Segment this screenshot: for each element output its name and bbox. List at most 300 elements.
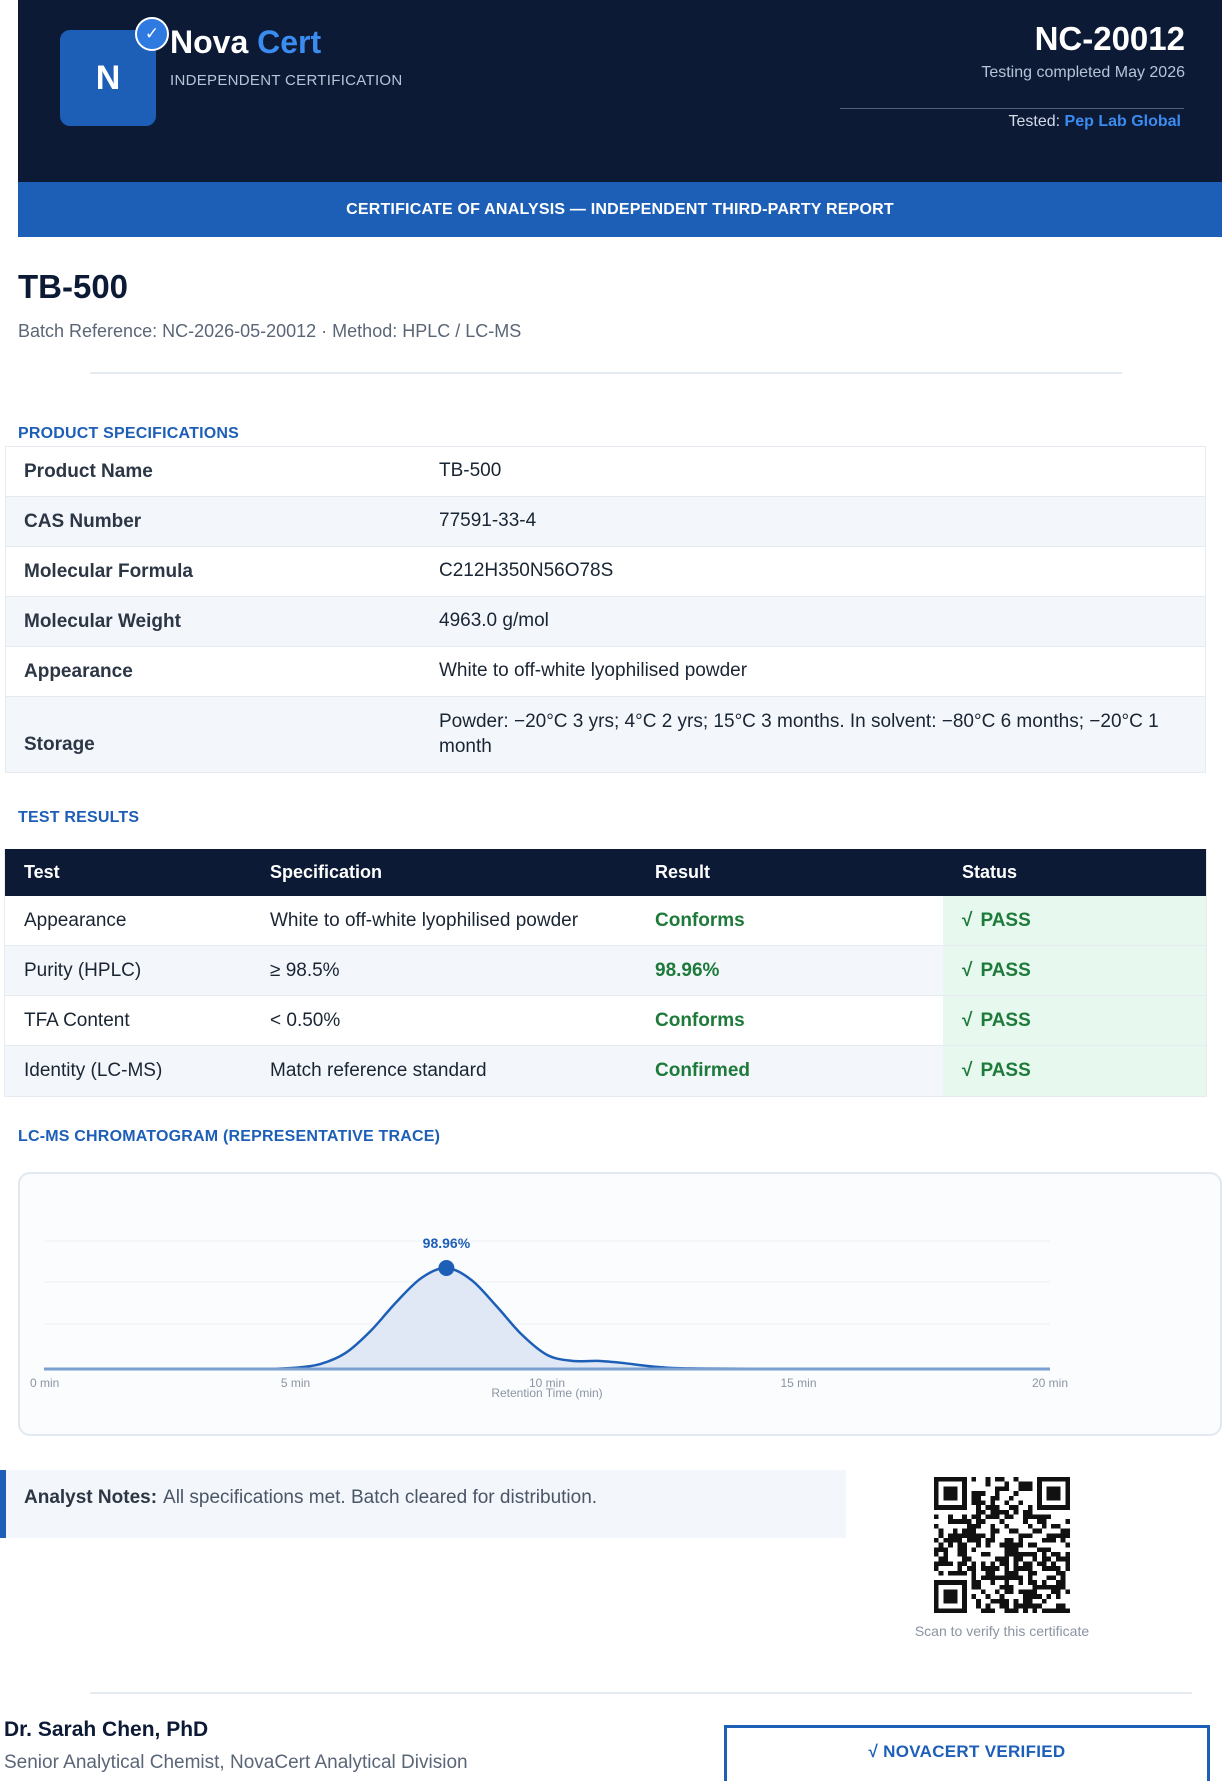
qr-module xyxy=(1014,1608,1019,1613)
qr-module xyxy=(1000,1519,1005,1524)
qr-module xyxy=(939,1529,944,1534)
test-spec: < 0.50% xyxy=(270,1009,341,1031)
spec-value: Powder: −20°C 3 yrs; 4°C 2 yrs; 15°C 3 months. In solvent: −80°C 6 months; −20°C 1 month xyxy=(439,710,1159,757)
x-tick-label: 15 min xyxy=(780,1376,817,1390)
qr-module xyxy=(1023,1590,1028,1595)
qr-module xyxy=(1018,1538,1023,1543)
spec-value: TB-500 xyxy=(439,460,502,482)
qr-module xyxy=(1065,1519,1070,1524)
qr-module xyxy=(1028,1571,1033,1576)
section-divider xyxy=(90,372,1122,374)
x-tick-label: 20 min xyxy=(1031,1376,1068,1390)
chromatogram-heading: LC-MS CHROMATOGRAM (REPRESENTATIVE TRACE) xyxy=(18,1128,441,1145)
qr-module xyxy=(934,1547,939,1552)
qr-module xyxy=(1028,1590,1033,1595)
qr-module xyxy=(976,1496,981,1501)
qr-module xyxy=(1042,1580,1047,1585)
qr-module xyxy=(1051,1585,1056,1590)
qr-module xyxy=(990,1529,995,1534)
qr-module xyxy=(986,1482,991,1487)
qr-module xyxy=(1047,1585,1052,1590)
spec-value: 77591-33-4 xyxy=(439,510,537,532)
qr-module xyxy=(1042,1547,1047,1552)
qr-module xyxy=(1018,1552,1023,1557)
qr-module xyxy=(1018,1590,1023,1595)
qr-module xyxy=(972,1524,977,1529)
qr-module xyxy=(1009,1552,1014,1557)
qr-module xyxy=(1000,1604,1005,1609)
test-name: Identity (LC-MS) xyxy=(24,1060,163,1081)
qr-module xyxy=(957,1543,962,1548)
qr-module xyxy=(934,1524,939,1529)
qr-module xyxy=(953,1519,958,1524)
spec-row xyxy=(6,497,1205,547)
x-axis-label: Retention Time (min) xyxy=(491,1386,603,1400)
qr-module xyxy=(957,1561,962,1566)
qr-module xyxy=(1023,1594,1028,1599)
qr-module xyxy=(939,1561,944,1566)
qr-module xyxy=(1000,1594,1005,1599)
verified-badge: √ NOVACERT VERIFIED xyxy=(724,1725,1210,1781)
qr-module xyxy=(1018,1580,1023,1585)
qr-module xyxy=(981,1500,986,1505)
qr-module xyxy=(972,1491,977,1496)
qr-module xyxy=(995,1566,1000,1571)
qr-module xyxy=(1042,1552,1047,1557)
column-header: Specification xyxy=(270,862,383,882)
qr-module xyxy=(976,1510,981,1515)
qr-module xyxy=(1023,1599,1028,1604)
qr-module xyxy=(972,1561,977,1566)
qr-module xyxy=(1028,1486,1033,1491)
results-heading: TEST RESULTS xyxy=(18,809,140,826)
qr-module xyxy=(1056,1608,1061,1613)
spec-key: Appearance xyxy=(24,660,133,682)
qr-module xyxy=(1047,1515,1052,1520)
qr-module xyxy=(1004,1566,1009,1571)
qr-module xyxy=(948,1519,953,1524)
qr-module xyxy=(1042,1599,1047,1604)
qr-module xyxy=(972,1500,977,1505)
spec-key: Product Name xyxy=(24,460,153,482)
qr-module xyxy=(1028,1552,1033,1557)
notes-label: Analyst Notes: xyxy=(24,1487,158,1508)
test-name: TFA Content xyxy=(24,1009,130,1031)
qr-module xyxy=(1042,1585,1047,1590)
qr-module xyxy=(990,1510,995,1515)
qr-module xyxy=(953,1571,958,1576)
qr-module xyxy=(995,1599,1000,1604)
qr-module xyxy=(1037,1585,1042,1590)
qr-module xyxy=(1047,1486,1061,1500)
qr-module xyxy=(990,1608,995,1613)
qr-module xyxy=(1042,1566,1047,1571)
qr-module xyxy=(1047,1594,1052,1599)
qr-module xyxy=(1004,1571,1009,1576)
qr-module xyxy=(981,1590,986,1595)
qr-module xyxy=(1061,1575,1066,1580)
qr-caption: Scan to verify this certificate xyxy=(914,1623,1090,1639)
qr-module xyxy=(1023,1515,1028,1520)
qr-module xyxy=(1061,1538,1066,1543)
qr-module xyxy=(1014,1505,1019,1510)
qr-module xyxy=(1000,1599,1005,1604)
qr-module xyxy=(1032,1543,1037,1548)
qr-module xyxy=(976,1524,981,1529)
qr-module xyxy=(990,1580,995,1585)
qr-module xyxy=(990,1496,995,1501)
qr-module xyxy=(1004,1585,1009,1590)
qr-module xyxy=(957,1552,962,1557)
qr-module xyxy=(1032,1590,1037,1595)
qr-module xyxy=(1032,1571,1037,1576)
qr-module xyxy=(981,1575,986,1580)
qr-module xyxy=(1047,1566,1052,1571)
qr-module xyxy=(995,1590,1000,1595)
qr-module xyxy=(1004,1590,1009,1595)
footer-divider xyxy=(90,1692,1192,1694)
qr-module xyxy=(1023,1486,1028,1491)
qr-module xyxy=(962,1547,967,1552)
qr-module xyxy=(1023,1566,1028,1571)
x-tick-label: 10 min xyxy=(528,1376,566,1390)
qr-module xyxy=(1028,1580,1033,1585)
qr-module xyxy=(1023,1482,1028,1487)
qr-module xyxy=(1004,1561,1009,1566)
qr-module xyxy=(976,1533,981,1538)
qr-module xyxy=(1018,1566,1023,1571)
chromatogram-trace xyxy=(44,1268,1050,1369)
qr-module xyxy=(981,1552,986,1557)
qr-module xyxy=(976,1604,981,1609)
qr-module xyxy=(1065,1608,1070,1613)
qr-module xyxy=(986,1575,991,1580)
test-result: Confirmed xyxy=(655,1060,750,1081)
qr-module xyxy=(1051,1524,1056,1529)
qr-module xyxy=(967,1524,972,1529)
qr-module xyxy=(1028,1594,1033,1599)
peak-marker xyxy=(438,1260,454,1276)
qr-module xyxy=(972,1571,977,1576)
qr-module xyxy=(934,1566,939,1571)
qr-module xyxy=(1047,1608,1052,1613)
qr-module xyxy=(939,1533,944,1538)
qr-module xyxy=(934,1552,939,1557)
qr-module xyxy=(1000,1543,1005,1548)
qr-module xyxy=(1061,1529,1066,1534)
qr-module xyxy=(1014,1599,1019,1604)
qr-module xyxy=(1004,1510,1009,1515)
qr-module xyxy=(1032,1529,1037,1534)
qr-module xyxy=(934,1515,939,1520)
qr-module xyxy=(972,1594,977,1599)
qr-module xyxy=(1009,1505,1014,1510)
qr-module xyxy=(986,1505,991,1510)
peak-label: 98.96% xyxy=(422,1235,471,1251)
qr-module xyxy=(1009,1515,1014,1520)
qr-module xyxy=(1014,1571,1019,1576)
qr-module xyxy=(1037,1519,1042,1524)
qr-module xyxy=(967,1557,972,1562)
qr-module xyxy=(1018,1500,1023,1505)
qr-module xyxy=(990,1500,995,1505)
column-header: Result xyxy=(655,862,711,882)
qr-module xyxy=(1037,1561,1042,1566)
qr-module xyxy=(1004,1575,1009,1580)
qr-module xyxy=(995,1575,1000,1580)
qr-module xyxy=(976,1491,981,1496)
qr-module xyxy=(1018,1482,1023,1487)
qr-module xyxy=(995,1505,1000,1510)
qr-module xyxy=(976,1505,981,1510)
qr-module xyxy=(948,1515,953,1520)
qr-module xyxy=(1042,1524,1047,1529)
table-row xyxy=(5,896,1206,946)
check-icon: √ xyxy=(962,909,973,931)
qr-module xyxy=(972,1585,977,1590)
qr-module xyxy=(1028,1575,1033,1580)
qr-module xyxy=(962,1543,967,1548)
qr-module xyxy=(1037,1547,1042,1552)
qr-module xyxy=(957,1547,962,1552)
qr-module xyxy=(976,1500,981,1505)
qr-module xyxy=(972,1515,977,1520)
qr-module xyxy=(995,1486,1000,1491)
qr-module xyxy=(1018,1543,1023,1548)
qr-module xyxy=(1056,1524,1061,1529)
qr-module xyxy=(1037,1604,1042,1609)
notes-text: All specifications met. Batch cleared for distribution. xyxy=(163,1487,598,1508)
spec-row xyxy=(6,447,1205,497)
analyst-name: Dr. Sarah Chen, PhD xyxy=(4,1718,209,1741)
qr-module xyxy=(995,1557,1000,1562)
qr-module xyxy=(1009,1608,1014,1613)
qr-module xyxy=(1014,1547,1019,1552)
qr-module xyxy=(1056,1557,1061,1562)
logo-letter: N xyxy=(95,58,121,97)
qr-module xyxy=(948,1538,953,1543)
qr-module xyxy=(990,1538,995,1543)
spec-value: 4963.0 g/mol xyxy=(439,610,549,632)
qr-module xyxy=(1004,1557,1009,1562)
qr-module xyxy=(986,1594,991,1599)
qr-module xyxy=(1047,1533,1052,1538)
qr-module xyxy=(1004,1552,1009,1557)
qr-module xyxy=(1032,1557,1037,1562)
specs-table xyxy=(5,446,1206,773)
qr-module xyxy=(1065,1561,1070,1566)
qr-module xyxy=(1065,1557,1070,1562)
qr-module xyxy=(1014,1561,1019,1566)
qr-module xyxy=(1000,1477,1005,1482)
header-divider xyxy=(840,108,1184,109)
qr-module xyxy=(981,1491,986,1496)
qr-module xyxy=(1004,1608,1009,1613)
qr-module xyxy=(957,1533,962,1538)
analyst-notes xyxy=(0,1470,846,1538)
qr-module xyxy=(1028,1533,1033,1538)
results-header-row xyxy=(5,849,1206,896)
spec-row xyxy=(6,597,1205,647)
test-result: Conforms xyxy=(655,1009,745,1031)
qr-module xyxy=(1028,1510,1033,1515)
qr-module xyxy=(1000,1510,1005,1515)
qr-module xyxy=(1051,1575,1056,1580)
qr-module xyxy=(943,1486,957,1500)
qr-module xyxy=(1018,1533,1023,1538)
qr-module xyxy=(1014,1557,1019,1562)
qr-module xyxy=(1000,1486,1005,1491)
qr-module xyxy=(1032,1580,1037,1585)
check-icon: √ xyxy=(962,1060,973,1081)
table-row xyxy=(5,1046,1206,1096)
qr-module xyxy=(1028,1505,1033,1510)
qr-module xyxy=(1014,1575,1019,1580)
qr-module xyxy=(939,1547,944,1552)
qr-module xyxy=(1028,1515,1033,1520)
status-badge: √ PASS xyxy=(943,1046,1206,1096)
qr-module xyxy=(948,1561,953,1566)
qr-module xyxy=(1014,1491,1019,1496)
qr-module xyxy=(972,1477,977,1482)
qr-module xyxy=(1061,1533,1066,1538)
qr-module xyxy=(1051,1608,1056,1613)
qr-module xyxy=(967,1538,972,1543)
qr-module xyxy=(1056,1585,1061,1590)
qr-module xyxy=(962,1561,967,1566)
qr-module xyxy=(1009,1571,1014,1576)
qr-module xyxy=(990,1571,995,1576)
qr-module xyxy=(986,1543,991,1548)
qr-module xyxy=(1061,1571,1066,1576)
qr-module xyxy=(1014,1543,1019,1548)
qr-module xyxy=(962,1529,967,1534)
qr-module xyxy=(972,1580,977,1585)
qr-module xyxy=(1004,1538,1009,1543)
qr-module xyxy=(1004,1500,1009,1505)
qr-module xyxy=(1018,1575,1023,1580)
qr-module xyxy=(1023,1604,1028,1609)
qr-module xyxy=(976,1515,981,1520)
qr-module xyxy=(1000,1575,1005,1580)
qr-module xyxy=(1056,1590,1061,1595)
qr-module xyxy=(1014,1510,1019,1515)
qr-module xyxy=(986,1515,991,1520)
qr-module xyxy=(986,1571,991,1576)
qr-module xyxy=(1037,1594,1042,1599)
qr-module xyxy=(962,1557,967,1562)
qr-module xyxy=(1009,1529,1014,1534)
qr-module xyxy=(986,1608,991,1613)
brand-subtitle: INDEPENDENT CERTIFICATION xyxy=(170,72,403,89)
qr-module xyxy=(990,1515,995,1520)
qr-module xyxy=(1009,1496,1014,1501)
qr-module xyxy=(1047,1538,1052,1543)
qr-module xyxy=(948,1571,953,1576)
qr-module xyxy=(995,1477,1000,1482)
qr-module xyxy=(1042,1557,1047,1562)
qr-module xyxy=(1009,1538,1014,1543)
spec-key: Molecular Weight xyxy=(24,610,181,632)
test-spec: ≥ 98.5% xyxy=(270,959,340,981)
spec-key: Storage xyxy=(24,734,95,755)
qr-module xyxy=(990,1533,995,1538)
qr-module xyxy=(986,1538,991,1543)
qr-module xyxy=(986,1477,991,1482)
spec-row xyxy=(6,697,1205,772)
qr-module xyxy=(972,1496,977,1501)
qr-module xyxy=(1014,1529,1019,1534)
tested-by: Tested: Pep Lab Global xyxy=(1008,113,1181,130)
qr-module xyxy=(1000,1585,1005,1590)
qr-module xyxy=(1056,1566,1061,1571)
qr-module xyxy=(943,1547,948,1552)
qr-module xyxy=(1056,1604,1061,1609)
table-row xyxy=(5,996,1206,1046)
qr-module xyxy=(957,1538,962,1543)
qr-module xyxy=(1004,1599,1009,1604)
qr-module xyxy=(967,1529,972,1534)
qr-module xyxy=(976,1585,981,1590)
qr-module xyxy=(1051,1533,1056,1538)
batch-reference: Batch Reference: NC-2026-05-20012 · Method: HPLC / LC-MS xyxy=(18,321,522,341)
qr-module xyxy=(962,1519,967,1524)
table-row xyxy=(5,946,1206,996)
qr-module xyxy=(1065,1533,1070,1538)
spec-row xyxy=(6,647,1205,697)
qr-module xyxy=(953,1538,958,1543)
spec-value: White to off-white lyophilised powder xyxy=(439,660,748,682)
spec-row xyxy=(6,547,1205,597)
qr-module xyxy=(962,1571,967,1576)
brand-name: Nova Cert xyxy=(170,24,322,60)
status-badge: √ PASS xyxy=(943,996,1206,1045)
qr-module xyxy=(1061,1608,1066,1613)
qr-module xyxy=(1014,1552,1019,1557)
analyst-title: Senior Analytical Chemist, NovaCert Analytical Division xyxy=(4,1752,468,1773)
test-result: 98.96% xyxy=(655,959,720,981)
qr-module xyxy=(939,1571,944,1576)
qr-module xyxy=(995,1529,1000,1534)
qr-module xyxy=(981,1533,986,1538)
qr-module xyxy=(1023,1561,1028,1566)
column-header: Test xyxy=(24,862,60,882)
qr-module xyxy=(986,1552,991,1557)
qr-module xyxy=(1018,1557,1023,1562)
qr-module xyxy=(957,1571,962,1576)
qr-module xyxy=(943,1552,948,1557)
results-table xyxy=(4,849,1207,1097)
qr-module xyxy=(934,1538,939,1543)
qr-module xyxy=(986,1604,991,1609)
qr-module xyxy=(934,1561,939,1566)
qr-module xyxy=(1009,1585,1014,1590)
test-name: Purity (HPLC) xyxy=(24,959,142,981)
qr-module xyxy=(990,1561,995,1566)
qr-module xyxy=(990,1599,995,1604)
verification-qr-code[interactable] xyxy=(934,1477,1070,1613)
qr-module xyxy=(1051,1566,1056,1571)
qr-module xyxy=(1018,1486,1023,1491)
certificate-header xyxy=(18,0,1222,182)
qr-module xyxy=(1000,1561,1005,1566)
qr-module xyxy=(1061,1604,1066,1609)
qr-module xyxy=(1004,1486,1009,1491)
qr-module xyxy=(943,1557,948,1562)
qr-module xyxy=(1014,1566,1019,1571)
qr-module xyxy=(972,1529,977,1534)
qr-module xyxy=(1051,1538,1056,1543)
